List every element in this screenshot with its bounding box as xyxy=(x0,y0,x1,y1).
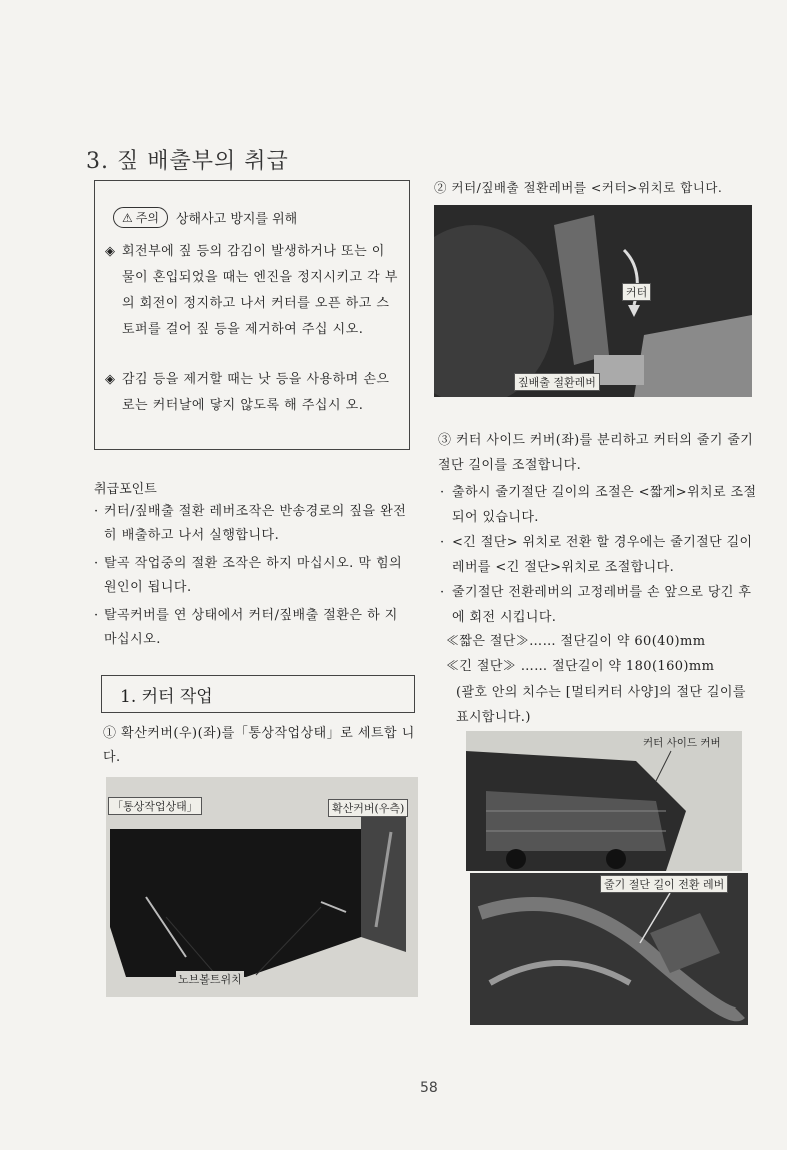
paren-note: (괄호 안의 치수는 [멀티커터 사양]의 절단 길이를 표시합니다.) xyxy=(456,685,746,725)
photo-cut-length-lever-graphic xyxy=(470,873,748,1025)
point-text: 커터/짚배출 절환 레버조작은 반송경로의 짚을 완전히 배출하고 나서 실행합니다. xyxy=(104,504,407,543)
page-title: 3. 짚 배출부의 취급 xyxy=(86,149,289,174)
photo-label-diffuser-right: 확산커버(우측) xyxy=(328,799,408,817)
warning-triangle-icon: ⚠ xyxy=(122,210,133,225)
photo-label-knob-bolt: 노브볼트위치 xyxy=(178,973,242,986)
point-text: 탈곡 작업중의 절환 조작은 하지 마십시오. 막 힘의 원인이 됩니다. xyxy=(104,556,403,595)
bullet-icon: · xyxy=(440,535,445,550)
points-title: 취급포인트 xyxy=(94,482,157,497)
step-text: 커터/짚배출 절환레버를 <커터>위치로 합니다. xyxy=(451,180,723,195)
step-3-bullet xyxy=(440,580,758,630)
step-number: ① xyxy=(103,726,117,741)
caution-item xyxy=(105,367,402,419)
step-3-bullet xyxy=(440,480,758,530)
bullet-icon: · xyxy=(94,504,99,519)
caution-title: 상해사고 방지를 위해 xyxy=(175,212,298,227)
bullet-icon: · xyxy=(94,556,99,571)
photo-cut-length-lever xyxy=(470,873,748,1025)
photo-label-side-cover: 커터 사이드 커버 xyxy=(643,737,721,749)
step-3 xyxy=(438,428,760,478)
caution-header xyxy=(113,207,297,228)
photo-label-lever: 짚배출 절환레버 xyxy=(514,373,600,391)
caution-box xyxy=(94,180,410,450)
point-item xyxy=(94,500,412,548)
photo-label-cutter: 커터 xyxy=(622,283,651,301)
diamond-bullet-icon: ◈ xyxy=(105,372,116,387)
step-1 xyxy=(103,722,419,770)
step-3-bullet-text: 줄기절단 전환레버의 고정레버를 손 앞으로 당긴 후에 회전 시킵니다. xyxy=(452,585,752,625)
caution-item xyxy=(105,239,402,343)
bullet-icon: · xyxy=(440,585,445,600)
diamond-bullet-icon: ◈ xyxy=(105,244,116,259)
step-3-bullet xyxy=(440,530,758,580)
photo-lever-graphic xyxy=(434,205,752,397)
photo-label-normal-state: 「통상작업상태」 xyxy=(108,797,202,815)
caution-badge xyxy=(113,207,168,228)
photo-label-cut-length-lever: 줄기 절단 길이 전환 레버 xyxy=(600,875,728,893)
step-3-bullet-text: <긴 절단> 위치로 전환 할 경우에는 줄기절단 길이 레버를 <긴 절단>위치로 조절합니다. xyxy=(452,535,753,575)
step-text: 커터 사이드 커버(좌)를 분리하고 커터의 줄기 줄기절단 길이를 조절합니다. xyxy=(438,433,754,473)
step-number: ② xyxy=(434,180,448,195)
step-text: 확산커버(우)(좌)를「통상작업상태」로 세트합 니다. xyxy=(103,726,415,765)
caution-item-text: 회전부에 짚 등의 감김이 발생하거나 또는 이 물이 혼입되었을 때는 엔진을 정지시키고 각 부의 회전이 정지하고 나서 커터를 오픈 하고 스토퍼를 걸어 짚 등을 제거하여 주십 시오. xyxy=(122,244,398,337)
bullet-icon: · xyxy=(440,485,445,500)
step-number: ③ xyxy=(438,433,452,448)
photo-diffuser-cover xyxy=(106,777,418,997)
length-short: ≪짧은 절단≫…… 절단길이 약 60(40)mm xyxy=(446,634,706,649)
caution-item-text: 감김 등을 제거할 때는 낫 등을 사용하며 손으로는 커터날에 닿지 않도록 해 주십시 오. xyxy=(122,372,390,413)
photo-cutter-side-cover xyxy=(466,731,742,871)
section-heading: 1. 커터 작업 xyxy=(101,675,415,713)
step-3-bullet-text: 출하시 줄기절단 길이의 조절은 <짧게>위치로 조절 되어 있습니다. xyxy=(452,485,757,525)
point-item xyxy=(94,552,412,600)
page-number: 58 xyxy=(420,1080,438,1096)
length-long: ≪긴 절단≫ …… 절단길이 약 180(160)mm xyxy=(446,659,715,674)
bullet-icon: · xyxy=(94,608,99,623)
photo-lever xyxy=(434,205,752,397)
photo-cutter-side-cover-graphic xyxy=(466,731,742,871)
step-2 xyxy=(434,176,764,200)
caution-badge-label: 주의 xyxy=(135,211,159,225)
point-item xyxy=(94,604,412,652)
point-text: 탈곡커버를 연 상태에서 커터/짚배출 절환은 하 지 마십시오. xyxy=(104,608,398,647)
